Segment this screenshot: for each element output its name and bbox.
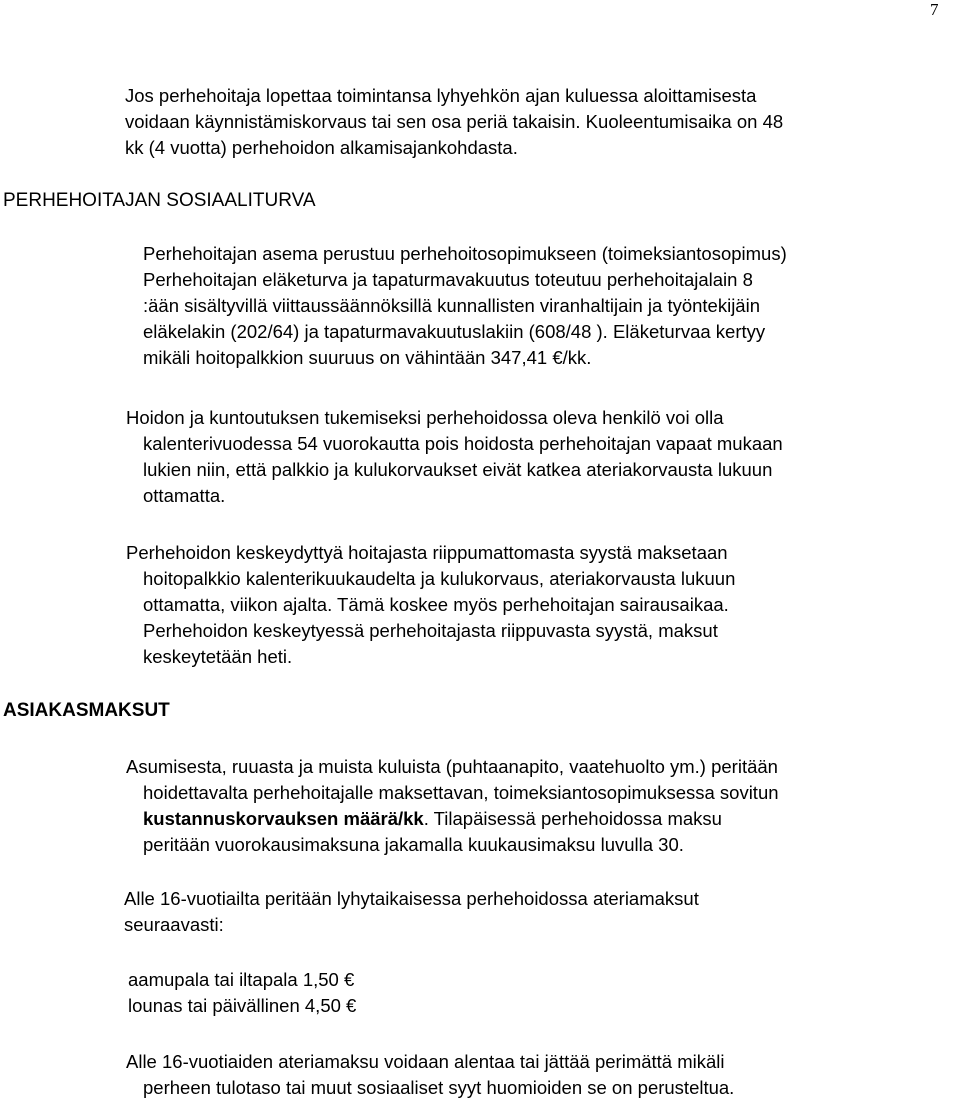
text-line: Perhehoidon keskeydyttyä hoitajasta riippumattomasta syystä maksetaan bbox=[126, 542, 728, 563]
text-line: peritään vuorokausimaksuna jakamalla kuukausimaksu luvulla 30. bbox=[143, 834, 684, 855]
text-line: hoitopalkkio kalenterikuukaudelta ja kulukorvaus, ateriakorvausta lukuun bbox=[143, 568, 736, 589]
text-line: Perhehoitajan asema perustuu perhehoitosopimukseen (toimeksiantosopimus) bbox=[143, 243, 787, 264]
client-fees-paragraph-2 bbox=[124, 886, 699, 938]
text-line: eläkelakin (202/64) ja tapaturmavakuutuslakiin (608/48 ). Eläketurvaa kertyy bbox=[143, 321, 766, 342]
section-heading-client-fees: ASIAKASMAKSUT bbox=[3, 700, 170, 721]
social-security-paragraph-2 bbox=[126, 405, 783, 509]
text-line: lukien niin, että palkkio ja kulukorvaukset eivät katkea ateriakorvausta lukuun bbox=[143, 459, 773, 480]
bold-term: kustannuskorvauksen määrä/kk bbox=[143, 808, 424, 829]
list-item: lounas tai päivällinen 4,50 € bbox=[128, 995, 357, 1016]
page-number: 7 bbox=[930, 0, 939, 19]
text-line: perheen tulotaso tai muut sosiaaliset syyt huomioiden se on perusteltua. bbox=[143, 1077, 735, 1098]
text-line: ottamatta. bbox=[143, 485, 226, 506]
list-item: aamupala tai iltapala 1,50 € bbox=[128, 969, 355, 990]
text-line: hoidettavalta perhehoitajalle maksettavan, toimeksiantosopimuksessa sovitun bbox=[143, 782, 779, 803]
text-line: Perhehoitajan eläketurva ja tapaturmavakuutus toteutuu perhehoitajalain 8 bbox=[143, 269, 753, 290]
text-line: voidaan käynnistämiskorvaus tai sen osa periä takaisin. Kuoleentumisaika on 48 bbox=[125, 111, 784, 132]
text-line: keskeytetään heti. bbox=[143, 646, 293, 667]
text-line: :ään sisältyvillä viittaussäännöksillä kunnallisten viranhaltijain ja työntekijäin bbox=[143, 295, 760, 316]
text-line: Asumisesta, ruuasta ja muista kuluista (puhtaanapito, vaatehuolto ym.) peritään bbox=[126, 756, 778, 777]
section-heading-social-security: PERHEHOITAJAN SOSIAALITURVA bbox=[3, 190, 316, 211]
text-span: . Tilapäisessä perhehoidossa maksu bbox=[423, 808, 722, 829]
client-fees-paragraph-1 bbox=[126, 754, 779, 858]
text-line: seuraavasti: bbox=[124, 914, 224, 935]
client-fees-paragraph-3 bbox=[126, 1049, 734, 1101]
text-line: Jos perhehoitaja lopettaa toimintansa lyhyehkön ajan kuluessa aloittamisesta bbox=[125, 85, 757, 106]
text-line: mikäli hoitopalkkion suuruus on vähintään 347,41 €/kk. bbox=[143, 347, 592, 368]
social-security-paragraph-1 bbox=[143, 241, 787, 371]
text-line: Alle 16-vuotiaiden ateriamaksu voidaan alentaa tai jättää perimättä mikäli bbox=[126, 1051, 725, 1072]
social-security-paragraph-3 bbox=[126, 540, 735, 670]
meal-fees-list bbox=[128, 967, 356, 1019]
text-line: kalenterivuodessa 54 vuorokautta pois hoidosta perhehoitajan vapaat mukaan bbox=[143, 433, 783, 454]
text-line: ottamatta, viikon ajalta. Tämä koskee myös perhehoitajan sairausaikaa. bbox=[143, 594, 729, 615]
text-line bbox=[126, 806, 779, 832]
text-line: Perhehoidon keskeytyessä perhehoitajasta riippuvasta syystä, maksut bbox=[143, 620, 718, 641]
text-line: Alle 16-vuotiailta peritään lyhytaikaisessa perhehoidossa ateriamaksut bbox=[124, 888, 699, 909]
text-line: Hoidon ja kuntoutuksen tukemiseksi perhehoidossa oleva henkilö voi olla bbox=[126, 407, 724, 428]
intro-paragraph bbox=[125, 83, 783, 161]
text-line: kk (4 vuotta) perhehoidon alkamisajankohdasta. bbox=[125, 137, 518, 158]
